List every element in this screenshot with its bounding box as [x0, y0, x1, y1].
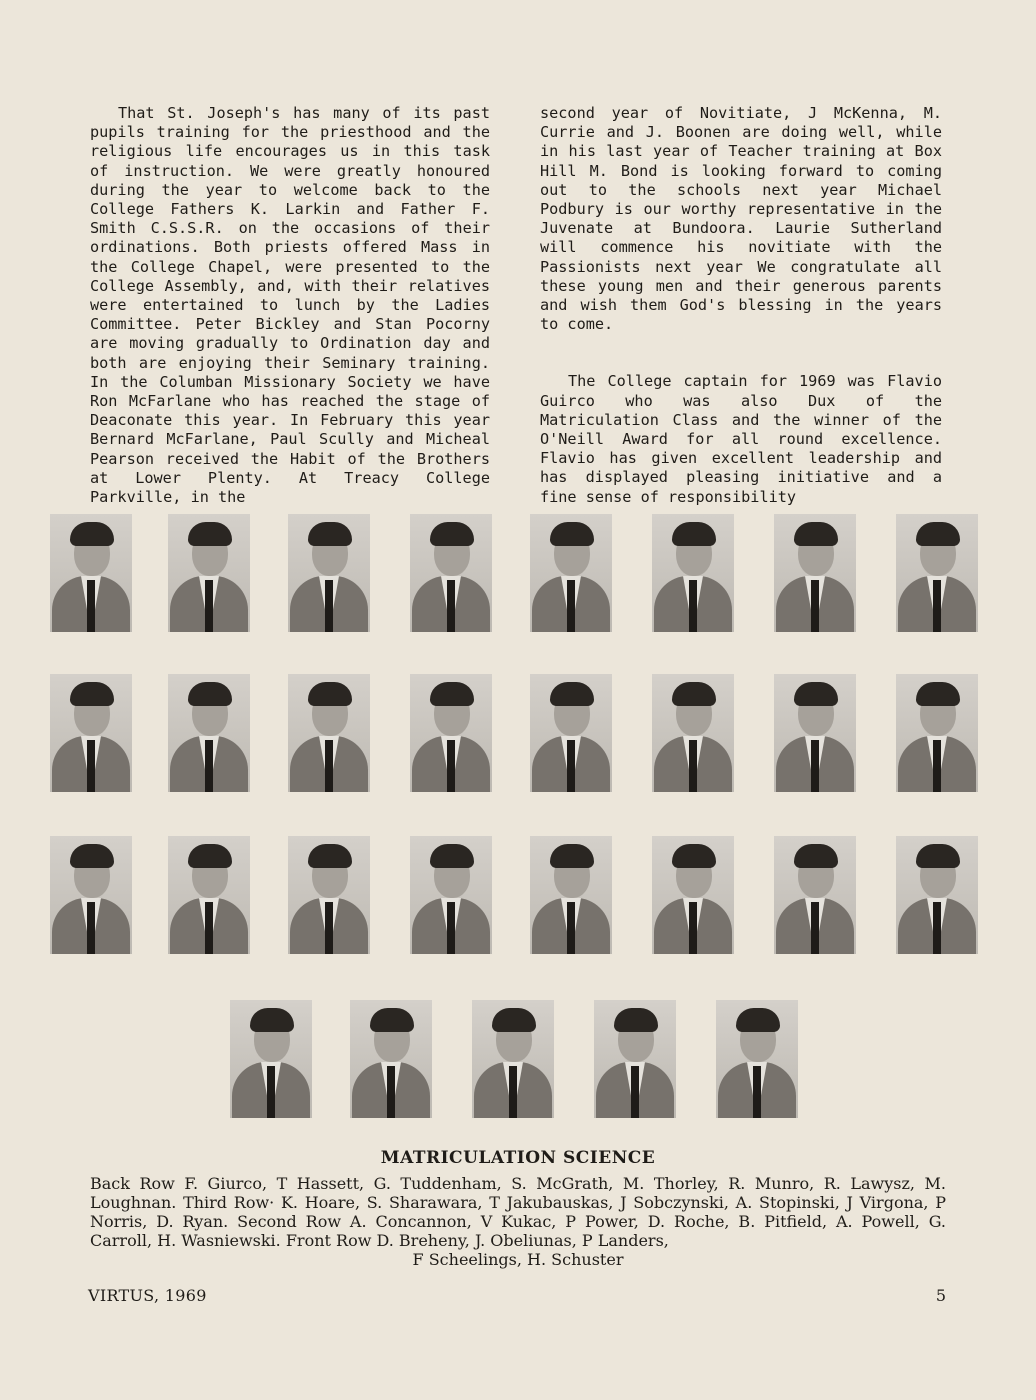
- portrait-hair: [308, 522, 352, 546]
- portrait-hair: [430, 844, 474, 868]
- student-portrait: [774, 836, 856, 954]
- portrait-tie: [447, 580, 455, 632]
- article-right-column: [540, 104, 942, 507]
- student-portrait: [472, 1000, 554, 1118]
- portrait-hair: [370, 1008, 414, 1032]
- portrait-hair: [308, 682, 352, 706]
- portrait-tie: [933, 740, 941, 792]
- portrait-tie: [811, 580, 819, 632]
- portrait-hair: [430, 682, 474, 706]
- portrait-tie: [509, 1066, 517, 1118]
- caption-names: [90, 1174, 946, 1269]
- portrait-hair: [250, 1008, 294, 1032]
- student-portrait: [168, 674, 250, 792]
- portrait-tie: [689, 902, 697, 954]
- portrait-tie: [447, 740, 455, 792]
- portrait-hair: [550, 682, 594, 706]
- portrait-hair: [188, 522, 232, 546]
- portrait-tie: [811, 902, 819, 954]
- student-portrait: [530, 514, 612, 632]
- portrait-hair: [492, 1008, 536, 1032]
- portrait-hair: [430, 522, 474, 546]
- portrait-tie: [933, 902, 941, 954]
- portrait-tie: [447, 902, 455, 954]
- student-portrait: [652, 836, 734, 954]
- portrait-tie: [325, 740, 333, 792]
- portrait-hair: [916, 682, 960, 706]
- portrait-hair: [672, 522, 716, 546]
- portrait-hair: [188, 844, 232, 868]
- article-paragraph: That St. Joseph's has many of its past pupils training for the priesthood and the religious life encourages us in this task of instruction. We were greatly honoured during the year to welcome back to the College Fathers K. Larkin and Father F. Smith C.S.S.R. on the occasions of their ordinations. Both priests offered Mass in the College Chapel, were presented to the College Assembly, and, with their relatives were entertained to lunch by the Ladies Committee. Peter Bickley and Stan Pocorny are moving gradually to Ordination day and both are enjoying their Seminary training. In the Columban Missionary Society we have Ron McFarlane who has reached the stage of Deaconate this year. In February this year Bernard McFarlane, Paul Scully and Micheal Pearson received the Habit of the Brothers at Lower Plenty. At Treacy College Parkville, in the: [90, 104, 490, 507]
- student-portrait: [288, 836, 370, 954]
- portrait-tie: [325, 902, 333, 954]
- portrait-tie: [205, 580, 213, 632]
- portrait-hair: [736, 1008, 780, 1032]
- portrait-tie: [267, 1066, 275, 1118]
- student-portrait: [896, 674, 978, 792]
- portrait-hair: [916, 844, 960, 868]
- portrait-tie: [567, 902, 575, 954]
- article-paragraph: The College captain for 1969 was Flavio Guirco who was also Dux of the Matriculation Class and the winner of the O'Neill Award for all round excellence. Flavio has given excellent leadership and has displayed pleasing initiative and a fine sense of responsibility: [540, 372, 942, 506]
- student-portrait: [50, 836, 132, 954]
- portrait-hair: [916, 522, 960, 546]
- student-portrait: [350, 1000, 432, 1118]
- portrait-tie: [387, 1066, 395, 1118]
- portrait-tie: [567, 580, 575, 632]
- student-portrait: [774, 674, 856, 792]
- student-portrait: [652, 514, 734, 632]
- portrait-tie: [205, 902, 213, 954]
- portrait-hair: [794, 682, 838, 706]
- student-portrait: [716, 1000, 798, 1118]
- student-portrait: [530, 674, 612, 792]
- student-portrait: [168, 836, 250, 954]
- student-portrait: [288, 674, 370, 792]
- article-left-column: [90, 104, 490, 507]
- student-portrait: [288, 514, 370, 632]
- portrait-hair: [70, 682, 114, 706]
- student-portrait: [774, 514, 856, 632]
- student-portrait: [594, 1000, 676, 1118]
- student-portrait: [410, 836, 492, 954]
- portrait-hair: [188, 682, 232, 706]
- portrait-tie: [567, 740, 575, 792]
- student-portrait: [168, 514, 250, 632]
- student-portrait: [410, 514, 492, 632]
- caption-names-last: F Scheelings, H. Schuster: [412, 1250, 624, 1269]
- student-portrait: [896, 514, 978, 632]
- portrait-tie: [325, 580, 333, 632]
- student-portrait: [896, 836, 978, 954]
- portrait-hair: [550, 844, 594, 868]
- caption-names-text: Back Row F. Giurco, T Hassett, G. Tuddenham, S. McGrath, M. Thorley, R. Munro, R. Lawysz, M. Loughnan. Third Row· K. Hoare, S. Sharawara, T Jakubauskas, J Sobczynski, A. Stopinski, J Virgona, P Norris, D. Ryan. Second Row A. Concannon, V Kukac, P Power, D. Roche, B. Pitfield, A. Powell, G. Carroll, H. Wasniewski. Front Row D. Breheny, J. Obeliunas, P Landers,: [90, 1174, 946, 1250]
- portrait-hair: [672, 682, 716, 706]
- portrait-hair: [308, 844, 352, 868]
- article-paragraph: second year of Novitiate, J McKenna, M. Currie and J. Boonen are doing well, while in his last year of Teacher training at Box Hill M. Bond is looking forward to coming out to the schools next year Michael Podbury is our worthy representative in the Juvenate at Bundoora. Laurie Sutherland will commence his novitiate with the Passionists next year We congratulate all these young men and their generous parents and wish them God's blessing in the years to come.: [540, 104, 942, 334]
- student-portrait: [230, 1000, 312, 1118]
- page-number: 5: [935, 1286, 946, 1305]
- portrait-tie: [753, 1066, 761, 1118]
- portrait-hair: [70, 844, 114, 868]
- portrait-tie: [689, 580, 697, 632]
- publication-footer: VIRTUS, 1969: [88, 1286, 207, 1305]
- portrait-hair: [794, 844, 838, 868]
- portrait-hair: [672, 844, 716, 868]
- portrait-tie: [811, 740, 819, 792]
- student-portrait: [652, 674, 734, 792]
- portrait-tie: [689, 740, 697, 792]
- portrait-tie: [87, 740, 95, 792]
- portrait-tie: [87, 580, 95, 632]
- student-portrait: [410, 674, 492, 792]
- portrait-hair: [70, 522, 114, 546]
- portrait-hair: [550, 522, 594, 546]
- student-portrait: [530, 836, 612, 954]
- portrait-hair: [794, 522, 838, 546]
- portrait-tie: [205, 740, 213, 792]
- student-portrait: [50, 514, 132, 632]
- portrait-tie: [631, 1066, 639, 1118]
- portrait-hair: [614, 1008, 658, 1032]
- portrait-tie: [87, 902, 95, 954]
- portrait-tie: [933, 580, 941, 632]
- caption-title: MATRICULATION SCIENCE: [380, 1148, 656, 1168]
- student-portrait: [50, 674, 132, 792]
